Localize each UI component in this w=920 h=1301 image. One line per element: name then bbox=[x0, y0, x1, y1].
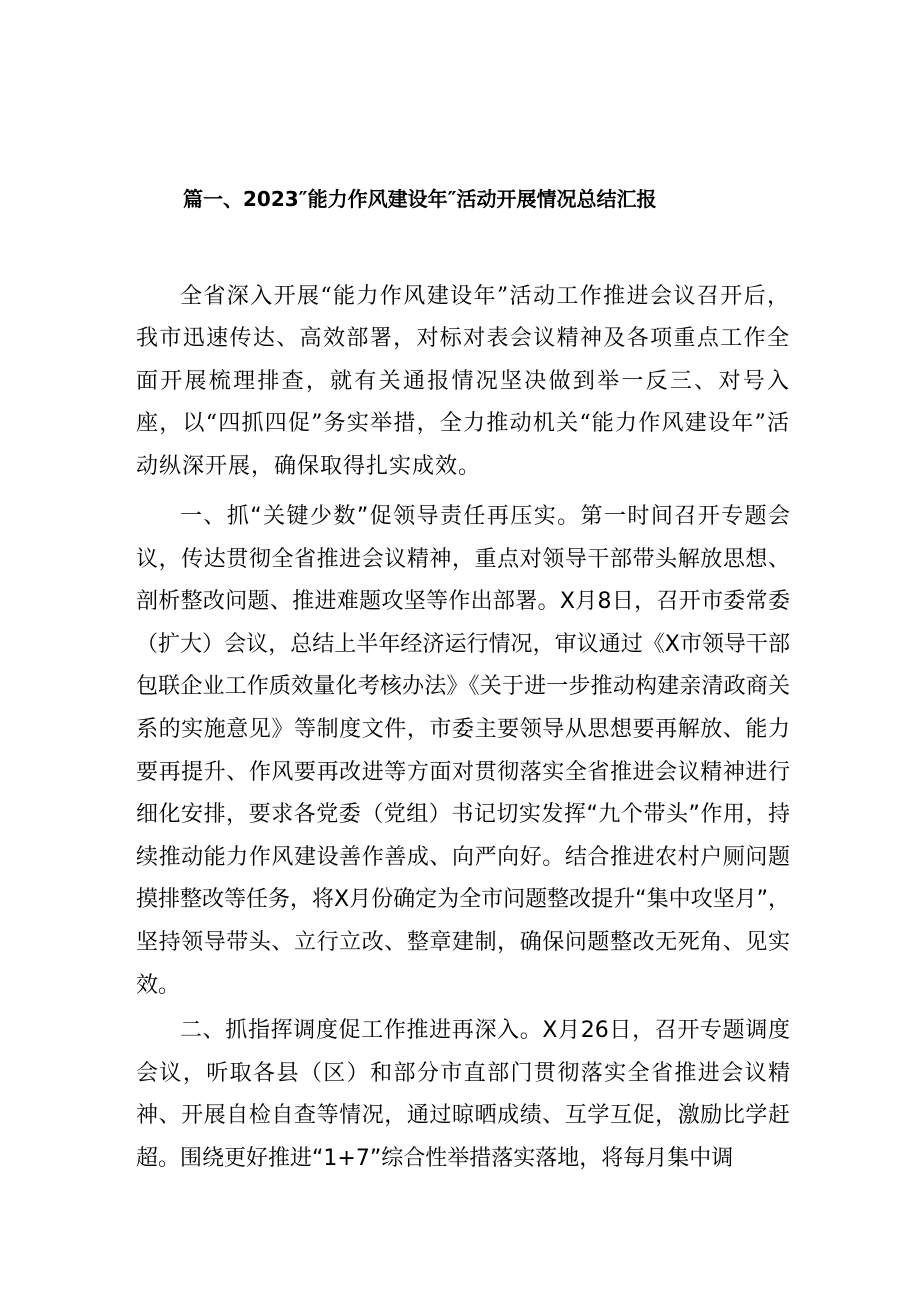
document-title: 篇一、2023″能力作风建设年″活动开展情况总结汇报 bbox=[183, 187, 657, 211]
section-paragraph-2: 二、抓指挥调度促工作推进再深入。X月26日，召开专题调度会议，听取各县（区）和部分市直部门贯彻落实全省推进会议精神、开展自检自查等情况，通过晾晒成绩、互学互促，激励比学赶超。围绕更好推进“1+7”综合性举措落实落地，将每月集中调 bbox=[136, 1018, 790, 1171]
intro-paragraph: 全省深入开展“能力作风建设年”活动工作推进会议召开后，我市迅速传达、高效部署，对标对表会议精神及各项重点工作全面开展梳理排查，就有关通报情况坚决做到举一反三、对号入座，以“四抓四促”务实举措，全力推动机关“能力作风建设年”活动纵深开展，确保取得扎实成效。 bbox=[136, 284, 790, 479]
section-paragraph-1: 一、抓“关键少数”促领导责任再压实。第一时间召开专题会议，传达贯彻全省推进会议精神，重点对领导干部带头解放思想、剖析整改问题、推进难题攻坚等作出部署。X月8日，召开市委常委（扩大）会议，总结上半年经济运行情况，审议通过《X市领导干部包联企业工作质效量化考核办法》《关于进一步推动构建亲清政商关系的实施意见》等制度文件，市委主要领导从思想要再解放、能力要再提升、作风要再改进等方面对贯彻落实全省推进会议精神进行细化安排，要求各党委（党组）书记切实发挥“九个带头”作用，持续推动能力作风建设善作善成、向严向好。结合推进农村户厕问题摸排整改等任务，将X月份确定为全市问题整改提升“集中攻坚月”，坚持领导带头、立行立改、整章建制，确保问题整改无死角、见实效。 bbox=[136, 504, 790, 998]
document-body bbox=[136, 496, 790, 1181]
